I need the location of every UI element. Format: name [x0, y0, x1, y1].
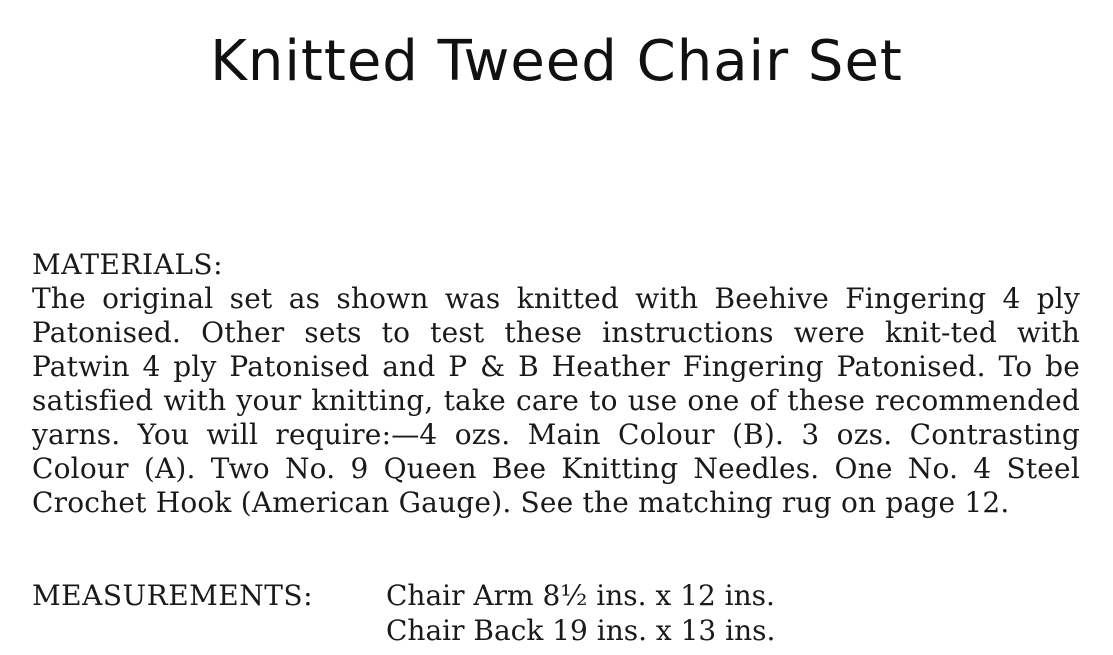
materials-heading: MATERIALS: [32, 248, 224, 281]
document-title: Knitted Tweed Chair Set [210, 29, 903, 94]
chair-arm-measurement: Chair Arm 8½ ins. x 12 ins. [386, 579, 775, 612]
measurements-heading: MEASUREMENTS: [32, 579, 314, 612]
chair-back-measurement: Chair Back 19 ins. x 13 ins. [386, 614, 776, 647]
materials-paragraph: The original set as shown was knitted with Beehive Fingering 4 ply Patonised. Other sets to test these instructions were knit-ted with Patwin 4 ply Patonised and P & B Heather Fingering Patonised. To be satisfied with your knitting, take care to use one of these recommended yarns. You will require:—4 ozs. Main Colour (B). 3 ozs. Contrasting Colour (A). Two No. 9 Queen Bee Knitting Needles. One No. 4 Steel Crochet Hook (American Gauge). See the matching rug on page 12. [32, 282, 1080, 519]
